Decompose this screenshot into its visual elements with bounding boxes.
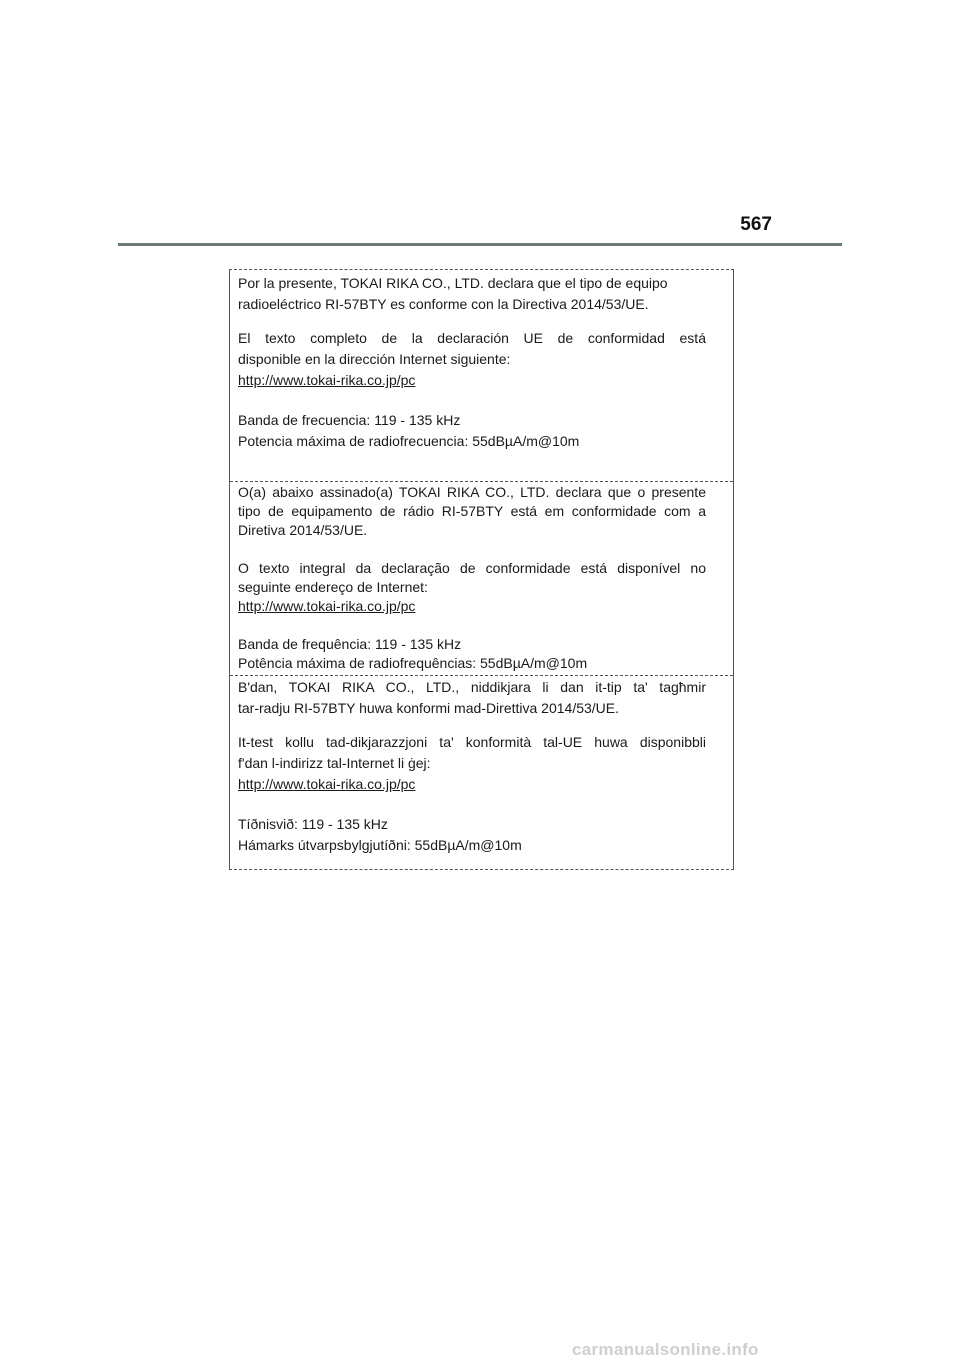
mt-text-line-2: f'dan l-indirizz tal-Internet li ġej: <box>238 755 431 771</box>
es-intro-line-2: radioeléctrico RI-57BTY es conforme con la Directiva 2014/53/UE. <box>238 296 649 312</box>
mt-declaration-link[interactable]: http://www.tokai-rika.co.jp/pc <box>238 776 416 792</box>
page-number: 567 <box>740 214 772 235</box>
declaration-box <box>229 269 734 870</box>
es-intro <box>238 273 706 315</box>
es-intro-line-1: Por la presente, TOKAI RIKA CO., LTD. declara que el tipo de equipo <box>238 275 668 291</box>
pt-intro: O(a) abaixo assinado(a) TOKAI RIKA CO., LTD. declara que o presente tipo de equipamento de rádio RI-57BTY está em conformidade com a Diretiva 2014/53/UE. <box>238 484 706 538</box>
pt-max-power: Potência máxima de radiofrequências: 55dBµA/m@10m <box>238 655 588 671</box>
mt-frequency: Tíðnisvið: 119 - 135 kHz <box>238 816 388 832</box>
header-rule <box>118 243 842 246</box>
section-spanish <box>230 270 733 481</box>
mt-intro-line-1: B'dan, TOKAI RIKA CO., LTD., niddikjara li dan it-tip ta' tagħmir <box>238 679 706 695</box>
pt-text: O texto integral da declaração de conformidade está disponível no seguinte endereço de Internet: <box>238 560 706 595</box>
watermark-text: carmanualsonline.info <box>572 1340 759 1358</box>
mt-text-line-1: It-test kollu tad-dikjarazzjoni ta' konformità tal-UE huwa disponibbli <box>238 734 706 750</box>
pt-frequency: Banda de frequência: 119 - 135 kHz <box>238 636 462 652</box>
mt-max-power: Hámarks útvarpsbylgjutíðni: 55dBµA/m@10m <box>238 837 522 853</box>
mt-intro-line-2: tar-radju RI-57BTY huwa konformi mad-Direttiva 2014/53/UE. <box>238 700 620 716</box>
mt-intro <box>238 677 706 719</box>
es-max-power: Potencia máxima de radiofrecuencia: 55dBµA/m@10m <box>238 433 580 449</box>
section-portuguese <box>230 481 733 675</box>
es-text-line-2: disponible en la dirección Internet siguiente: <box>238 351 511 367</box>
section-maltese <box>230 675 733 869</box>
es-text <box>238 328 706 370</box>
es-frequency: Banda de frecuencia: 119 - 135 kHz <box>238 412 461 428</box>
pt-declaration-link[interactable]: http://www.tokai-rika.co.jp/pc <box>238 598 416 614</box>
es-declaration-link[interactable]: http://www.tokai-rika.co.jp/pc <box>238 372 416 388</box>
watermark-brand <box>0 1340 960 1358</box>
es-text-line-1: El texto completo de la declaración UE de conformidad está <box>238 330 706 346</box>
mt-text <box>238 732 706 774</box>
